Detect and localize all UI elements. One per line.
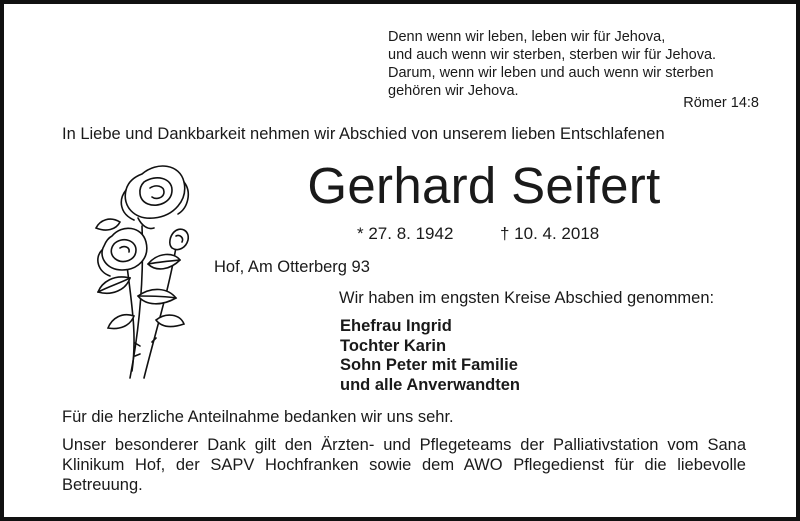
verse-reference: Römer 14:8	[683, 95, 759, 111]
bible-verse	[388, 28, 760, 100]
intro-text: In Liebe und Dankbarkeit nehmen wir Abschied von unserem lieben Entschlafenen	[62, 125, 665, 143]
verse-line: Darum, wenn wir leben und auch wenn wir sterben	[388, 65, 714, 81]
verse-line: Denn wenn wir leben, leben wir für Jehova,	[388, 29, 666, 45]
verse-line: gehören wir Jehova.	[388, 83, 519, 99]
deceased-address: Hof, Am Otterberg 93	[214, 258, 370, 276]
birth-date: * 27. 8. 1942	[357, 224, 454, 243]
mourner-item: Ehefrau Ingrid	[340, 317, 452, 335]
family-intro: Wir haben im engsten Kreise Abschied genommen:	[339, 289, 715, 307]
death-date: † 10. 4. 2018	[500, 224, 600, 243]
mourner-item: und alle Anverwandten	[340, 375, 521, 394]
mourner-item: Sohn Peter mit Familie	[340, 356, 518, 374]
gratitude-text: Unser besonderer Dank gilt den Ärzten- und Pflegeteams der Palliativstation vom Sana Klinikum Hof, der SAPV Hochfranken sowie dem AWO Pflegedienst für die liebevolle Betreuung.	[62, 436, 746, 494]
rose-icon	[82, 156, 212, 388]
thanks-text: Für die herzliche Anteilnahme bedanken wir uns sehr.	[62, 408, 454, 426]
deceased-name: Gerhard Seifert	[307, 157, 661, 214]
verse-line: und auch wenn wir sterben, sterben wir für Jehova.	[388, 47, 717, 63]
mourner-item: Tochter Karin	[340, 336, 447, 355]
mourners-list	[340, 317, 520, 395]
